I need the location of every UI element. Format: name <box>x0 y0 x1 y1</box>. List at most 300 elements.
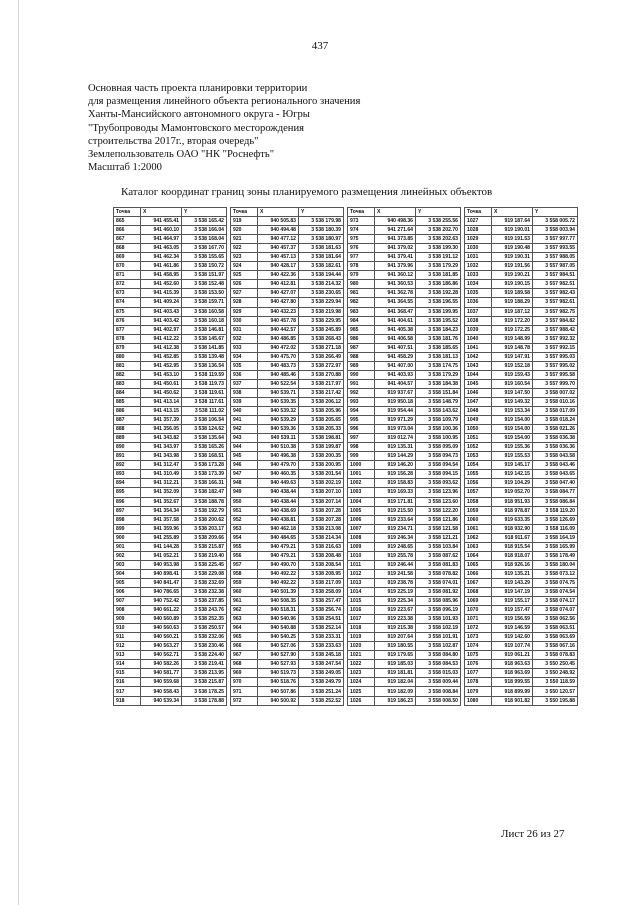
table-row <box>231 461 344 470</box>
table-row <box>114 515 227 524</box>
cell-x: 940 540.25 <box>258 633 299 642</box>
cell-point: 1007 <box>348 524 375 533</box>
cell-point: 904 <box>114 569 141 578</box>
cell-y: 3 538 207.10 <box>299 488 344 497</box>
table-row <box>465 434 578 443</box>
table-row <box>231 307 344 316</box>
cell-x: 940 438.69 <box>258 506 299 515</box>
cell-point: 952 <box>231 515 258 524</box>
table-row <box>348 515 461 524</box>
table-row <box>231 488 344 497</box>
cell-x: 940 457.37 <box>258 244 299 253</box>
cell-y: 3 538 135.64 <box>182 434 227 443</box>
table-row <box>465 479 578 488</box>
cell-y: 3 538 208.48 <box>299 551 344 560</box>
cell-y: 3 558 008.50 <box>416 696 461 705</box>
cell-x: 919 160.54 <box>492 379 533 388</box>
cell-y: 3 558 126.69 <box>533 515 578 524</box>
cell-point: 870 <box>114 262 141 271</box>
table-row <box>465 488 578 497</box>
cell-y: 3 557 988.42 <box>533 325 578 334</box>
cell-x: 940 786.65 <box>141 587 182 596</box>
cell-point: 1067 <box>465 578 492 587</box>
cell-x: 918 932.90 <box>492 524 533 533</box>
cell-x: 940 540.96 <box>258 615 299 624</box>
cell-x: 919 225.19 <box>375 587 416 596</box>
header-line: Масштаб 1:2000 <box>88 162 162 174</box>
column-header-x: X <box>375 208 416 217</box>
cell-y: 3 558 010.16 <box>533 397 578 406</box>
cell-x: 919 255.78 <box>375 551 416 560</box>
cell-point: 1060 <box>465 515 492 524</box>
cell-point: 878 <box>114 334 141 343</box>
cell-y: 3 538 203.17 <box>182 524 227 533</box>
table-row <box>465 461 578 470</box>
cell-y: 3 538 199.87 <box>299 443 344 452</box>
cell-y: 3 538 249.05 <box>299 669 344 678</box>
table-row <box>231 343 344 352</box>
cell-x: 940 457.13 <box>258 253 299 262</box>
table-row <box>465 262 578 271</box>
table-row <box>348 597 461 606</box>
table-row <box>231 434 344 443</box>
cell-y: 3 558 074.75 <box>533 578 578 587</box>
cell-y: 3 538 168.51 <box>182 452 227 461</box>
cell-point: 962 <box>231 606 258 615</box>
cell-point: 990 <box>348 370 375 379</box>
cell-y: 3 538 249.79 <box>299 678 344 687</box>
cell-y: 3 558 148.79 <box>416 397 461 406</box>
cell-x: 918 915.54 <box>492 542 533 551</box>
cell-x: 941 458.29 <box>375 352 416 361</box>
cell-x: 940 492.22 <box>258 578 299 587</box>
cell-x: 940 560.21 <box>141 633 182 642</box>
cell-x: 941 462.34 <box>141 253 182 262</box>
cell-point: 932 <box>231 334 258 343</box>
cell-x: 918 999.55 <box>492 678 533 687</box>
table-row <box>465 407 578 416</box>
cell-x: 941 458.95 <box>141 271 182 280</box>
table-row <box>114 235 227 244</box>
cell-y: 3 538 106.54 <box>182 416 227 425</box>
cell-x: 941 450.61 <box>141 379 182 388</box>
coordinate-table <box>113 207 227 706</box>
cell-point: 888 <box>114 425 141 434</box>
cell-y: 3 558 151.84 <box>416 388 461 397</box>
table-row <box>348 678 461 687</box>
cell-y: 3 538 136.54 <box>182 361 227 370</box>
table-row <box>348 551 461 560</box>
cell-y: 3 558 100.36 <box>416 425 461 434</box>
cell-y: 3 538 217.42 <box>299 388 344 397</box>
table-row <box>348 578 461 587</box>
cell-point: 972 <box>231 696 258 705</box>
cell-y: 3 558 073.12 <box>533 569 578 578</box>
cell-point: 950 <box>231 497 258 506</box>
cell-y: 3 538 199.30 <box>416 244 461 253</box>
document-header <box>88 82 568 174</box>
cell-x: 919 148.99 <box>492 334 533 343</box>
table-row <box>348 271 461 280</box>
table-row <box>465 687 578 696</box>
table-row <box>231 533 344 542</box>
cell-point: 1071 <box>465 615 492 624</box>
cell-x: 919 190.48 <box>492 244 533 253</box>
table-row <box>231 271 344 280</box>
cell-y: 3 538 192.28 <box>416 289 461 298</box>
table-row <box>348 461 461 470</box>
table-row <box>348 615 461 624</box>
cell-y: 3 538 165.26 <box>182 443 227 452</box>
cell-y: 3 558 123.96 <box>416 488 461 497</box>
cell-y: 3 538 217.97 <box>299 379 344 388</box>
table-row <box>231 334 344 343</box>
cell-y: 3 538 229.95 <box>299 316 344 325</box>
cell-x: 918 963.69 <box>492 669 533 678</box>
table-row <box>465 289 578 298</box>
cell-y: 3 558 009.44 <box>416 678 461 687</box>
cell-point: 865 <box>114 217 141 226</box>
cell-x: 940 427.80 <box>258 298 299 307</box>
cell-y: 3 538 209.66 <box>182 533 227 542</box>
table-row <box>231 325 344 334</box>
cell-x: 919 181.81 <box>375 669 416 678</box>
table-row <box>348 334 461 343</box>
cell-point: 1018 <box>348 624 375 633</box>
cell-point: 1001 <box>348 470 375 479</box>
cell-x: 940 539.11 <box>258 434 299 443</box>
table-row <box>465 678 578 687</box>
cell-point: 949 <box>231 488 258 497</box>
cell-y: 3 538 180.39 <box>299 226 344 235</box>
cell-x: 940 559.68 <box>141 678 182 687</box>
table-row <box>114 307 227 316</box>
cell-point: 915 <box>114 669 141 678</box>
cell-y: 3 558 081.92 <box>416 587 461 596</box>
cell-y: 3 538 217.09 <box>299 578 344 587</box>
table-row <box>114 651 227 660</box>
cell-point: 895 <box>114 488 141 497</box>
table-row <box>231 524 344 533</box>
cell-y: 3 558 043.58 <box>533 452 578 461</box>
cell-x: 919 191.53 <box>492 235 533 244</box>
table-row <box>348 235 461 244</box>
cell-x: 919 144.29 <box>375 452 416 461</box>
table-body <box>231 217 344 706</box>
cell-x: 940 661.22 <box>141 606 182 615</box>
cell-point: 968 <box>231 660 258 669</box>
table-row <box>348 488 461 497</box>
cell-y: 3 538 219.41 <box>182 660 227 669</box>
table-row <box>465 542 578 551</box>
table-row <box>114 280 227 289</box>
table-row <box>231 615 344 624</box>
cell-point: 1051 <box>465 434 492 443</box>
cell-y: 3 538 252.52 <box>299 696 344 705</box>
table-row <box>348 443 461 452</box>
table-row <box>348 352 461 361</box>
cell-x: 941 407.51 <box>375 343 416 352</box>
cell-point: 921 <box>231 235 258 244</box>
cell-point: 872 <box>114 280 141 289</box>
cell-point: 868 <box>114 244 141 253</box>
table-row <box>465 642 578 651</box>
cell-y: 3 557 995.03 <box>533 352 578 361</box>
cell-x: 919 142.15 <box>492 470 533 479</box>
cell-y: 3 538 219.40 <box>182 551 227 560</box>
table-row <box>114 678 227 687</box>
cell-x: 919 156.59 <box>492 615 533 624</box>
cell-y: 3 557 997.77 <box>533 235 578 244</box>
table-row <box>231 253 344 262</box>
cell-y: 3 558 008.84 <box>416 687 461 696</box>
cell-y: 3 558 122.20 <box>416 506 461 515</box>
cell-y: 3 538 215.87 <box>182 542 227 551</box>
cell-y: 3 538 232.69 <box>182 578 227 587</box>
cell-x: 940 486.85 <box>258 334 299 343</box>
cell-point: 955 <box>231 542 258 551</box>
cell-y: 3 538 141.85 <box>182 343 227 352</box>
cell-point: 1017 <box>348 615 375 624</box>
table-row <box>465 298 578 307</box>
cell-y: 3 558 067.16 <box>533 642 578 651</box>
cell-x: 919 155.17 <box>492 597 533 606</box>
table-row <box>348 379 461 388</box>
cell-point: 881 <box>114 361 141 370</box>
cell-y: 3 558 078.83 <box>533 651 578 660</box>
cell-x: 919 182.04 <box>375 678 416 687</box>
cell-x: 941 455.41 <box>141 217 182 226</box>
cell-y: 3 558 085.96 <box>416 597 461 606</box>
cell-y: 3 538 178.88 <box>182 696 227 705</box>
cell-x: 941 052.21 <box>141 551 182 560</box>
cell-point: 893 <box>114 470 141 479</box>
cell-y: 3 538 119.73 <box>182 379 227 388</box>
table-row <box>465 244 578 253</box>
table-row <box>231 660 344 669</box>
cell-y: 3 538 188.78 <box>182 497 227 506</box>
cell-x: 940 505.83 <box>258 217 299 226</box>
cell-point: 941 <box>231 416 258 425</box>
cell-x: 940 498.36 <box>375 217 416 226</box>
table-row <box>465 624 578 633</box>
cell-y: 3 538 250.57 <box>182 624 227 633</box>
cell-x: 919 154.00 <box>492 425 533 434</box>
cell-point: 979 <box>348 271 375 280</box>
table-row <box>114 253 227 262</box>
table-row <box>114 452 227 461</box>
cell-x: 941 362.78 <box>375 289 416 298</box>
table-row <box>465 388 578 397</box>
cell-point: 1019 <box>348 633 375 642</box>
cell-point: 989 <box>348 361 375 370</box>
table-row <box>114 696 227 705</box>
cell-point: 1054 <box>465 461 492 470</box>
cell-x: 919 234.71 <box>375 524 416 533</box>
cell-point: 988 <box>348 352 375 361</box>
cell-point: 956 <box>231 551 258 560</box>
cell-y: 3 538 243.76 <box>182 606 227 615</box>
cell-point: 929 <box>231 307 258 316</box>
cell-y: 3 538 224.40 <box>182 651 227 660</box>
cell-point: 1057 <box>465 488 492 497</box>
cell-x: 940 539.29 <box>258 416 299 425</box>
table-row <box>465 651 578 660</box>
table-row <box>465 560 578 569</box>
cell-y: 3 538 167.70 <box>182 244 227 253</box>
cell-x: 919 158.83 <box>375 479 416 488</box>
table-row <box>114 434 227 443</box>
column-header-x: X <box>141 208 182 217</box>
table-row <box>348 479 461 488</box>
table-row <box>231 506 344 515</box>
cell-x: 940 558.43 <box>141 687 182 696</box>
table-row <box>465 316 578 325</box>
cell-point: 993 <box>348 397 375 406</box>
table-row <box>114 271 227 280</box>
table-row <box>231 226 344 235</box>
cell-y: 3 538 124.62 <box>182 425 227 434</box>
table-row <box>231 361 344 370</box>
table-row <box>114 687 227 696</box>
cell-x: 919 191.56 <box>492 262 533 271</box>
cell-x: 940 898.41 <box>141 569 182 578</box>
table-row <box>114 334 227 343</box>
cell-x: 919 190.15 <box>492 280 533 289</box>
cell-x: 940 518.76 <box>258 678 299 687</box>
cell-x: 919 187.12 <box>492 307 533 316</box>
cell-point: 1063 <box>465 542 492 551</box>
cell-y: 3 538 185.65 <box>416 343 461 352</box>
cell-x: 941 352.09 <box>141 488 182 497</box>
cell-x: 941 461.86 <box>141 262 182 271</box>
cell-x: 941 463.05 <box>141 244 182 253</box>
table-row <box>114 587 227 596</box>
cell-x: 919 154.00 <box>492 434 533 443</box>
cell-x: 940 484.65 <box>258 533 299 542</box>
cell-point: 885 <box>114 397 141 406</box>
table-row <box>114 262 227 271</box>
table-row <box>348 524 461 533</box>
cell-point: 982 <box>348 298 375 307</box>
cell-point: 901 <box>114 542 141 551</box>
cell-x: 919 633.35 <box>492 515 533 524</box>
cell-y: 3 538 268.43 <box>299 334 344 343</box>
cell-x: 919 143.29 <box>492 578 533 587</box>
table-row <box>465 325 578 334</box>
cell-x: 918 899.99 <box>492 687 533 696</box>
cell-point: 947 <box>231 470 258 479</box>
catalog-title: Каталог координат границ зоны планируемого размещения линейных объектов <box>121 186 493 198</box>
table-row <box>348 642 461 651</box>
table-row <box>348 416 461 425</box>
cell-y: 3 550 118.59 <box>533 678 578 687</box>
column-header-point: Точка <box>348 208 375 217</box>
cell-point: 954 <box>231 533 258 542</box>
cell-y: 3 538 266.49 <box>299 352 344 361</box>
table-row <box>348 651 461 660</box>
cell-y: 3 538 207.28 <box>299 506 344 515</box>
cell-x: 940 427.07 <box>258 289 299 298</box>
cell-x: 918 901.82 <box>492 696 533 705</box>
cell-point: 884 <box>114 388 141 397</box>
cell-y: 3 558 081.83 <box>416 560 461 569</box>
table-row <box>114 244 227 253</box>
table-row <box>348 307 461 316</box>
cell-y: 3 538 191.12 <box>416 253 461 262</box>
table-row <box>348 669 461 678</box>
cell-y: 3 538 229.94 <box>299 298 344 307</box>
cell-x: 941 354.34 <box>141 506 182 515</box>
table-row <box>348 506 461 515</box>
cell-point: 961 <box>231 597 258 606</box>
column-header-point: Точка <box>465 208 492 217</box>
cell-y: 3 538 201.54 <box>299 470 344 479</box>
cell-y: 3 558 062.56 <box>533 615 578 624</box>
table-row <box>231 388 344 397</box>
cell-y: 3 557 992.15 <box>533 343 578 352</box>
table-row <box>114 461 227 470</box>
table-row <box>348 325 461 334</box>
cell-y: 3 558 036.36 <box>533 443 578 452</box>
cell-point: 936 <box>231 370 258 379</box>
cell-x: 919 154.00 <box>492 416 533 425</box>
cell-x: 941 379.02 <box>375 244 416 253</box>
column-header-y: Y <box>182 208 227 217</box>
cell-y: 3 558 043.46 <box>533 461 578 470</box>
table-row <box>114 379 227 388</box>
cell-y: 3 538 257.47 <box>299 597 344 606</box>
table-row <box>114 217 227 226</box>
cell-y: 3 538 195.52 <box>416 316 461 325</box>
cell-y: 3 538 178.25 <box>182 687 227 696</box>
table-row <box>231 452 344 461</box>
cell-point: 925 <box>231 271 258 280</box>
cell-x: 940 519.73 <box>258 669 299 678</box>
cell-y: 3 558 119.20 <box>533 506 578 515</box>
cell-point: 976 <box>348 244 375 253</box>
cell-x: 941 464.97 <box>141 235 182 244</box>
cell-x: 919 157.47 <box>492 606 533 615</box>
cell-x: 919 152.18 <box>492 361 533 370</box>
cell-x: 919 188.29 <box>492 298 533 307</box>
coordinate-table <box>230 207 344 706</box>
cell-point: 923 <box>231 253 258 262</box>
header-line: Землепользователь ОАО "НК "Роснефть" <box>88 149 275 161</box>
cell-point: 1070 <box>465 606 492 615</box>
cell-x: 941 405.38 <box>375 325 416 334</box>
cell-y: 3 538 270.88 <box>299 370 344 379</box>
cell-y: 3 557 999.70 <box>533 379 578 388</box>
column-header-point: Точка <box>114 208 141 217</box>
cell-y: 3 558 043.65 <box>533 470 578 479</box>
cell-x: 940 527.06 <box>258 642 299 651</box>
cell-x: 940 510.38 <box>258 443 299 452</box>
cell-y: 3 538 111.02 <box>182 407 227 416</box>
cell-x: 941 453.10 <box>141 370 182 379</box>
table-row <box>465 660 578 669</box>
cell-x: 941 409.24 <box>141 298 182 307</box>
cell-x: 941 415.39 <box>141 289 182 298</box>
table-row <box>348 606 461 615</box>
cell-x: 919 156.28 <box>375 470 416 479</box>
cell-y: 3 538 180.97 <box>299 235 344 244</box>
cell-point: 1068 <box>465 587 492 596</box>
cell-point: 1040 <box>465 334 492 343</box>
cell-y: 3 538 119.59 <box>182 370 227 379</box>
cell-point: 912 <box>114 642 141 651</box>
cell-y: 3 558 123.60 <box>416 497 461 506</box>
